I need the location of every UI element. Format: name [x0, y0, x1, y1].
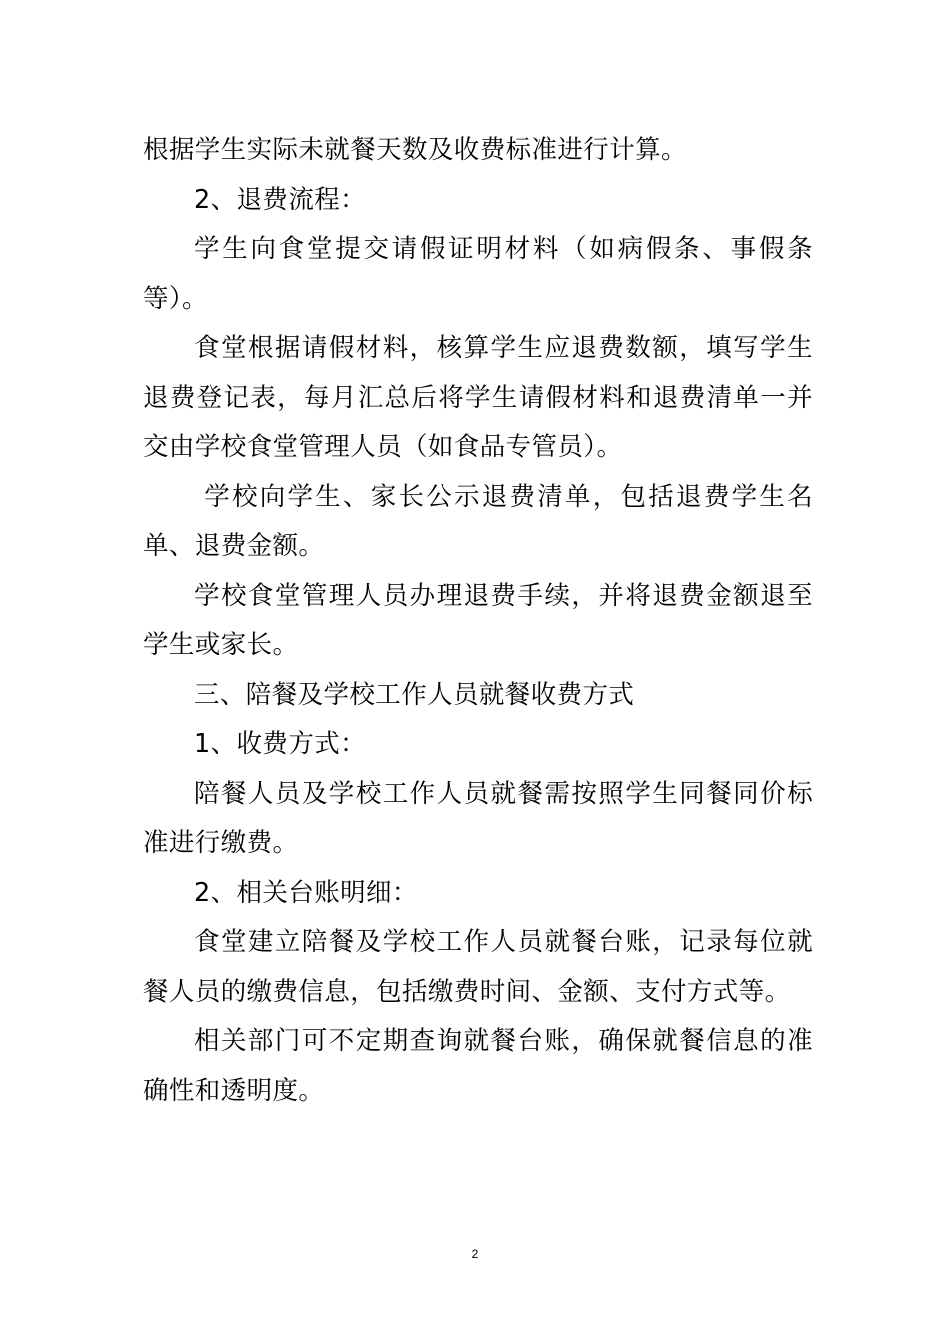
heading-ledger-details: 2、相关台账明细：	[194, 877, 418, 908]
paragraph-canteen-accounting: 食堂根据请假材料，核算学生应退费数额，填写学生退费登记表，每月汇总后将学生请假材料和退费清单一并交由学校食堂管理人员（如食品专管员）。	[143, 333, 813, 462]
page-number: 2	[471, 1247, 479, 1261]
paragraph-refund-procedure: 学校食堂管理人员办理退费手续，并将退费金额退至学生或家长。	[143, 580, 813, 660]
heading-charge-method: 1、收费方式：	[194, 729, 367, 759]
paragraph-charge-standard: 陪餐人员及学校工作人员就餐需按照学生同餐同价标准进行缴费。	[143, 778, 813, 858]
document-body	[143, 126, 813, 1116]
paragraph-public-notice: 学校向学生、家长公示退费清单，包括退费学生名单、退费金额。	[143, 481, 813, 561]
heading-section-three: 三、陪餐及学校工作人员就餐收费方式	[194, 679, 635, 710]
paragraph-ledger-inspection: 相关部门可不定期查询就餐台账，确保就餐信息的准确性和透明度。	[143, 1026, 813, 1106]
paragraph-calculation: 根据学生实际未就餐天数及收费标准进行计算。	[143, 135, 687, 165]
paragraph-submit-leave: 学生向食堂提交请假证明材料（如病假条、事假条等）。	[143, 234, 813, 314]
paragraph-ledger-record: 食堂建立陪餐及学校工作人员就餐台账，记录每位就餐人员的缴费信息，包括缴费时间、金额、支付方式等。	[143, 927, 813, 1007]
heading-refund-process: 2、退费流程：	[194, 184, 367, 215]
